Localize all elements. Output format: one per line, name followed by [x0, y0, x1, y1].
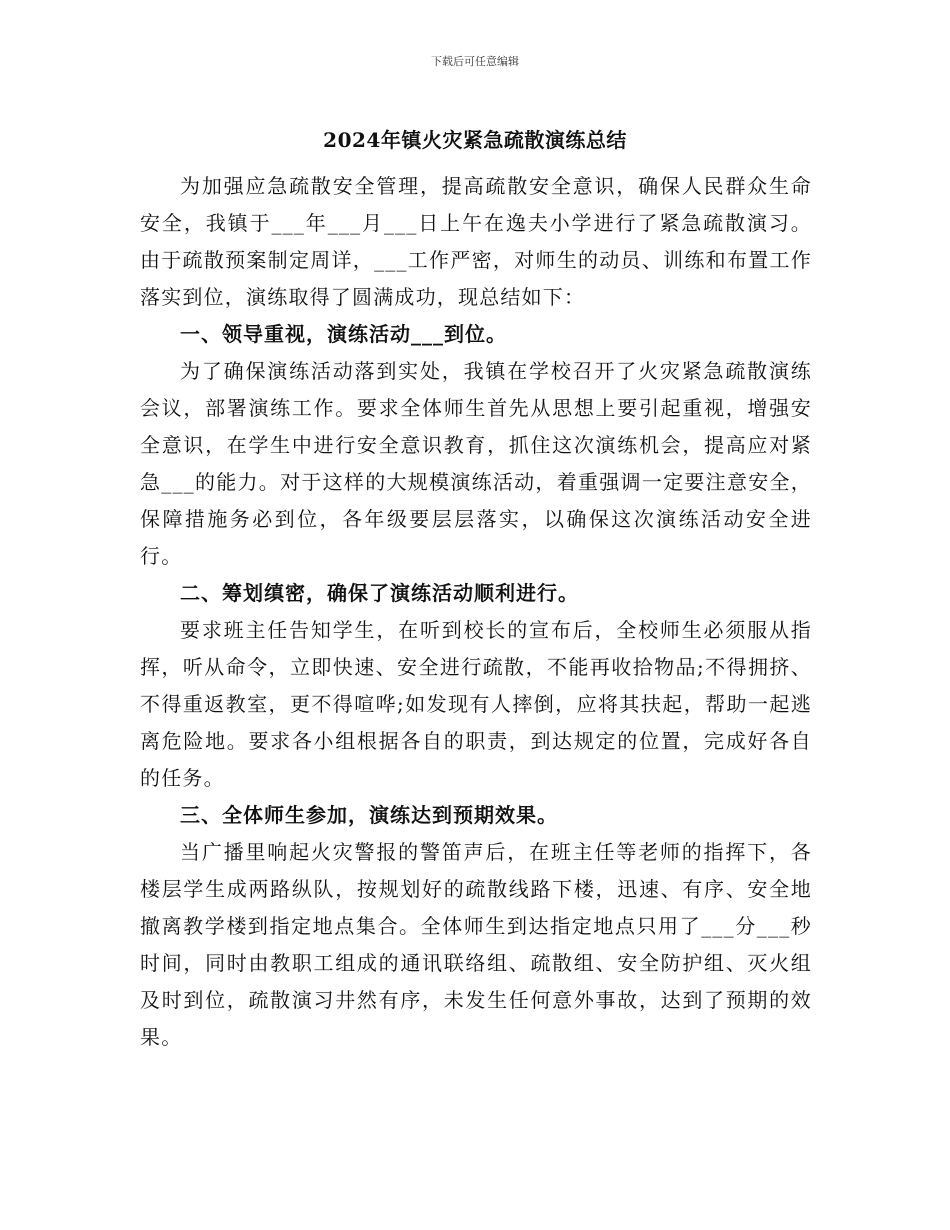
- intro-paragraph: 为加强应急疏散安全管理，提高疏散安全意识，确保人民群众生命安全，我镇于___年___月___日上午在逸夫小学进行了紧急疏散演习。由于疏散预案制定周详，___工作严密，对师生的动员、训练和布置工作落实到位，演练取得了圆满成功，现总结如下：: [140, 174, 812, 309]
- section-heading-3: 三、全体师生参加，演练达到预期效果。: [180, 803, 558, 827]
- section-heading-1: 一、领导重视，演练活动___到位。: [180, 322, 507, 346]
- section-heading-2: 二、筹划缜密，确保了演练活动顺利进行。: [180, 581, 579, 605]
- document-body: [140, 168, 812, 1056]
- section-body-3: 当广播里响起火灾警报的警笛声后，在班主任等老师的指挥下，各楼层学生成两路纵队，按规划好的疏散线路下楼，迅速、有序、安全地撤离教学楼到指定地点集合。全体师生到达指定地点只用了___分___秒时间，同时由教职工组成的通讯联络组、疏散组、安全防护组、灭火组及时到位，疏散演习井然有序，未发生任何意外事故，达到了预期的效果。: [140, 840, 812, 1049]
- section-body-2: 要求班主任告知学生，在听到校长的宣布后，全校师生必须服从指挥，听从命令，立即快速、安全进行疏散，不能再收拾物品;不得拥挤、不得重返教室，更不得喧哗;如发现有人摔倒，应将其扶起，帮助一起逃离危险地。要求各小组根据各自的职责，到达规定的位置，完成好各自的任务。: [140, 618, 812, 790]
- page-header-note: 下载后可任意编辑: [431, 55, 519, 68]
- document-title: 2024年镇火灾紧急疏散演练总结: [323, 128, 627, 152]
- section-body-1: 为了确保演练活动落到实处，我镇在学校召开了火灾紧急疏散演练会议，部署演练工作。要求全体师生首先从思想上要引起重视，增强安全意识，在学生中进行安全意识教育，抓住这次演练机会，提高应对紧急___的能力。对于这样的大规模演练活动，着重强调一定要注意安全，保障措施务必到位，各年级要层层落实，以确保这次演练活动安全进行。: [140, 359, 812, 568]
